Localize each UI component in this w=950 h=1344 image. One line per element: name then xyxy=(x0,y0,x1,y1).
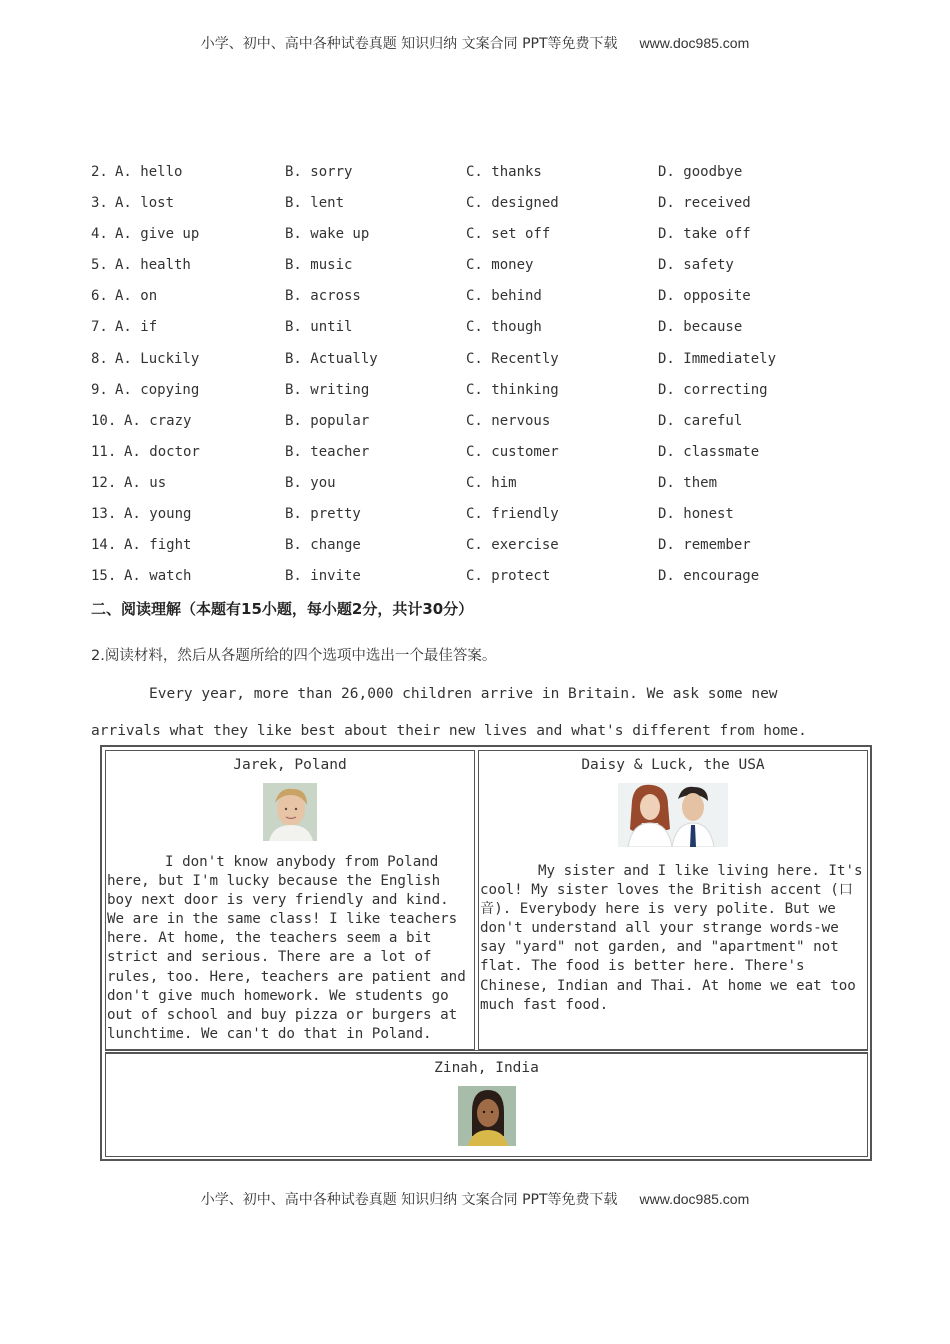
question-row xyxy=(91,222,871,253)
reading-instruction: 2.阅读材料，然后从各题所给的四个选项中选出一个最佳答案。 xyxy=(91,648,497,664)
option-c: C. nervous xyxy=(466,412,551,429)
question-number: 15. xyxy=(91,568,117,585)
zinah-photo xyxy=(458,1086,516,1146)
question-number: 14. xyxy=(91,537,117,554)
question-row xyxy=(91,284,871,315)
option-a: A. fight xyxy=(124,537,192,554)
profile-name: Jarek, Poland xyxy=(233,757,347,773)
option-b: B. invite xyxy=(285,568,361,585)
question-number: 11. xyxy=(91,443,117,460)
footer-text: 小学、初中、高中各种试卷真题 知识归纳 文案合同 PPT等免费下载 xyxy=(200,1192,618,1208)
question-number: 7. xyxy=(91,319,108,336)
question-number: 2. xyxy=(91,164,108,180)
option-c: C. exercise xyxy=(466,537,559,554)
header-site-link[interactable]: www.doc985.com xyxy=(639,35,750,51)
question-row xyxy=(91,315,871,346)
option-a: A. lost xyxy=(115,195,175,212)
option-b: B. lent xyxy=(285,195,345,212)
page-header xyxy=(0,33,950,53)
question-number: 8. xyxy=(91,350,108,367)
option-a: A. give up xyxy=(115,226,200,243)
option-a: A. on xyxy=(115,288,158,305)
question-row xyxy=(91,471,871,502)
question-number: 4. xyxy=(91,226,108,243)
option-c: C. Recently xyxy=(466,350,559,367)
option-b: B. popular xyxy=(285,412,370,429)
option-c: C. thanks xyxy=(466,164,542,180)
question-row xyxy=(91,160,871,191)
question-number: 6. xyxy=(91,288,108,305)
option-c: C. friendly xyxy=(466,506,559,523)
option-a: A. if xyxy=(115,319,158,336)
daisy-luck-photo xyxy=(618,783,728,847)
option-d: D. received xyxy=(658,195,751,212)
option-d: D. goodbye xyxy=(658,164,743,180)
question-row xyxy=(91,191,871,222)
option-b: B. Actually xyxy=(285,350,378,367)
question-number: 12. xyxy=(91,474,117,491)
profile-zinah xyxy=(105,1053,868,1157)
section-title: 二、阅读理解（本题有15小题，每小题2分，共计30分） xyxy=(91,600,474,618)
question-row xyxy=(91,253,871,284)
option-b: B. change xyxy=(285,537,361,554)
option-a: A. health xyxy=(115,257,191,274)
option-b: B. sorry xyxy=(285,164,353,180)
profile-text: I don't know anybody from Poland here, but I'm lucky because the English boy next door is very friendly and kind. We are in the same class! I like teachers here. At home, the teachers seem a bit strict and serious. There are a lot of rules, too. Here, teachers are patient and don't give much homework. We students go out of school and buy pizza or burgers at lunchtime. We can't do that in Poland. xyxy=(107,854,466,1042)
question-number: 9. xyxy=(91,381,108,398)
option-d: D. encourage xyxy=(658,568,760,585)
option-c: C. behind xyxy=(466,288,542,305)
option-d: D. classmate xyxy=(658,443,760,460)
option-b: B. wake up xyxy=(285,226,370,243)
option-b: B. pretty xyxy=(285,506,361,523)
option-b: B. across xyxy=(285,288,361,305)
option-a: A. watch xyxy=(124,568,192,585)
reading-intro: Every year, more than 26,000 children arrive in Britain. We ask some new arrivals what they like best about their new lives and what's different from home. xyxy=(91,686,807,739)
page-footer xyxy=(0,1189,950,1209)
profile-text: My sister and I like living here. It's cool! My sister loves the British accent (口音). Everybody here is very polite. But we don't understand all your strange words-we say "yard" not garden, and "apartment" not flat. The food is better here. There's Chinese, Indian and Thai. At home we eat too much fast food. xyxy=(480,863,863,1013)
option-b: B. teacher xyxy=(285,443,370,460)
option-b: B. until xyxy=(285,319,353,336)
question-row xyxy=(91,378,871,409)
profile-daisy-luck xyxy=(478,750,868,1050)
question-number: 10. xyxy=(91,412,117,429)
option-c: C. him xyxy=(466,474,517,491)
option-a: A. copying xyxy=(115,381,200,398)
option-c: C. set off xyxy=(466,226,551,243)
question-row xyxy=(91,347,871,378)
option-a: A. hello xyxy=(115,164,183,180)
footer-site-link[interactable]: www.doc985.com xyxy=(639,1191,750,1207)
option-c: C. customer xyxy=(466,443,559,460)
option-c: C. designed xyxy=(466,195,559,212)
option-a: A. doctor xyxy=(124,443,200,460)
header-text: 小学、初中、高中各种试卷真题 知识归纳 文案合同 PPT等免费下载 xyxy=(200,36,618,52)
question-row xyxy=(91,409,871,440)
option-d: D. remember xyxy=(658,537,751,554)
options-list xyxy=(91,160,871,595)
option-b: B. you xyxy=(285,474,336,491)
option-d: D. careful xyxy=(658,412,743,429)
option-d: D. take off xyxy=(658,226,751,243)
option-d: D. opposite xyxy=(658,288,751,305)
option-c: C. thinking xyxy=(466,381,559,398)
option-b: B. writing xyxy=(285,381,370,398)
option-d: D. honest xyxy=(658,506,734,523)
option-a: A. young xyxy=(124,506,192,523)
option-d: D. Immediately xyxy=(658,350,777,367)
option-c: C. protect xyxy=(466,568,551,585)
option-d: D. because xyxy=(658,319,743,336)
profile-name: Zinah, India xyxy=(434,1060,539,1076)
question-number: 13. xyxy=(91,506,117,523)
question-row xyxy=(91,502,871,533)
option-c: C. though xyxy=(466,319,542,336)
option-d: D. them xyxy=(658,474,718,491)
question-number: 3. xyxy=(91,195,108,212)
question-row xyxy=(91,533,871,564)
question-number: 5. xyxy=(91,257,108,274)
question-row xyxy=(91,440,871,471)
option-d: D. correcting xyxy=(658,381,768,398)
option-a: A. Luckily xyxy=(115,350,200,367)
profile-name: Daisy & Luck, the USA xyxy=(581,757,765,773)
option-d: D. safety xyxy=(658,257,734,274)
profiles-table xyxy=(100,745,872,1161)
profile-jarek xyxy=(105,750,475,1050)
option-a: A. us xyxy=(124,474,167,491)
question-row xyxy=(91,564,871,595)
option-a: A. crazy xyxy=(124,412,192,429)
jarek-photo xyxy=(263,783,317,841)
option-b: B. music xyxy=(285,257,353,274)
option-c: C. money xyxy=(466,257,534,274)
